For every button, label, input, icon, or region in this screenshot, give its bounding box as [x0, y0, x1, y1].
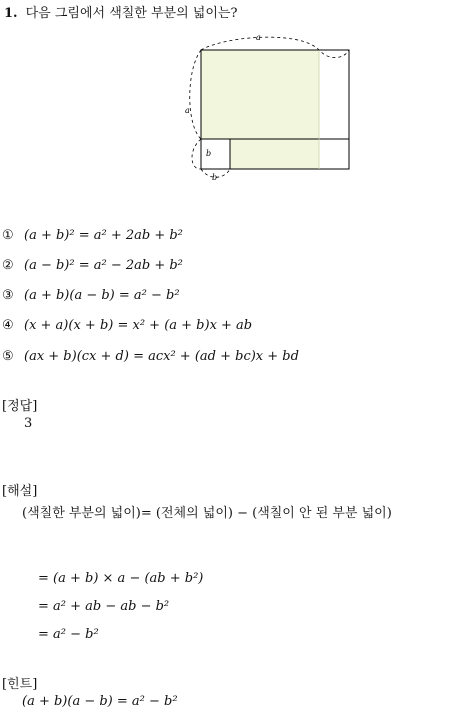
brace-left-full — [192, 139, 201, 169]
explanation-step-1: = (a + b) × a − (ab + b²) — [38, 571, 204, 586]
option-2[interactable]: ② (a − b)² = a² − 2ab + b² — [2, 258, 183, 273]
explanation-text: (색칠한 부분의 넓이)= (전체의 넓이) − (색칠이 안 된 부분 넓이) — [22, 506, 392, 521]
label-b-inner: b — [206, 149, 212, 158]
explanation-step-2: = a² + ab − ab − b² — [38, 599, 170, 614]
question — [4, 2, 237, 21]
shaded-region-top — [201, 50, 319, 139]
option-4[interactable]: ④ (x + a)(x + b) = x² + (a + b)x + ab — [2, 318, 253, 333]
label-a-left: a — [185, 106, 190, 115]
hint-text: (a + b)(a − b) = a² − b² — [22, 694, 178, 709]
label-b-bottom: b — [212, 173, 218, 182]
answer-label: [정답] — [2, 399, 38, 414]
answer-value: 3 — [24, 416, 33, 431]
question-number: 1. — [4, 6, 18, 21]
shaded-region-bottom — [230, 139, 319, 169]
rectangle-figure — [180, 30, 360, 185]
brace-left-a — [190, 50, 201, 139]
option-3[interactable]: ③ (a + b)(a − b) = a² − b² — [2, 288, 180, 303]
option-1[interactable]: ① (a + b)² = a² + 2ab + b² — [2, 228, 183, 243]
question-text: 다음 그림에서 색칠한 부분의 넓이는? — [25, 6, 238, 21]
option-5[interactable]: ⑤ (ax + b)(cx + d) = acx² + (ad + bc)x + bd — [2, 349, 299, 364]
hint-label: [힌트] — [2, 677, 38, 692]
explanation-label: [해설] — [2, 484, 38, 499]
explanation-step-3: = a² − b² — [38, 627, 99, 642]
label-a-top: a — [256, 33, 261, 42]
